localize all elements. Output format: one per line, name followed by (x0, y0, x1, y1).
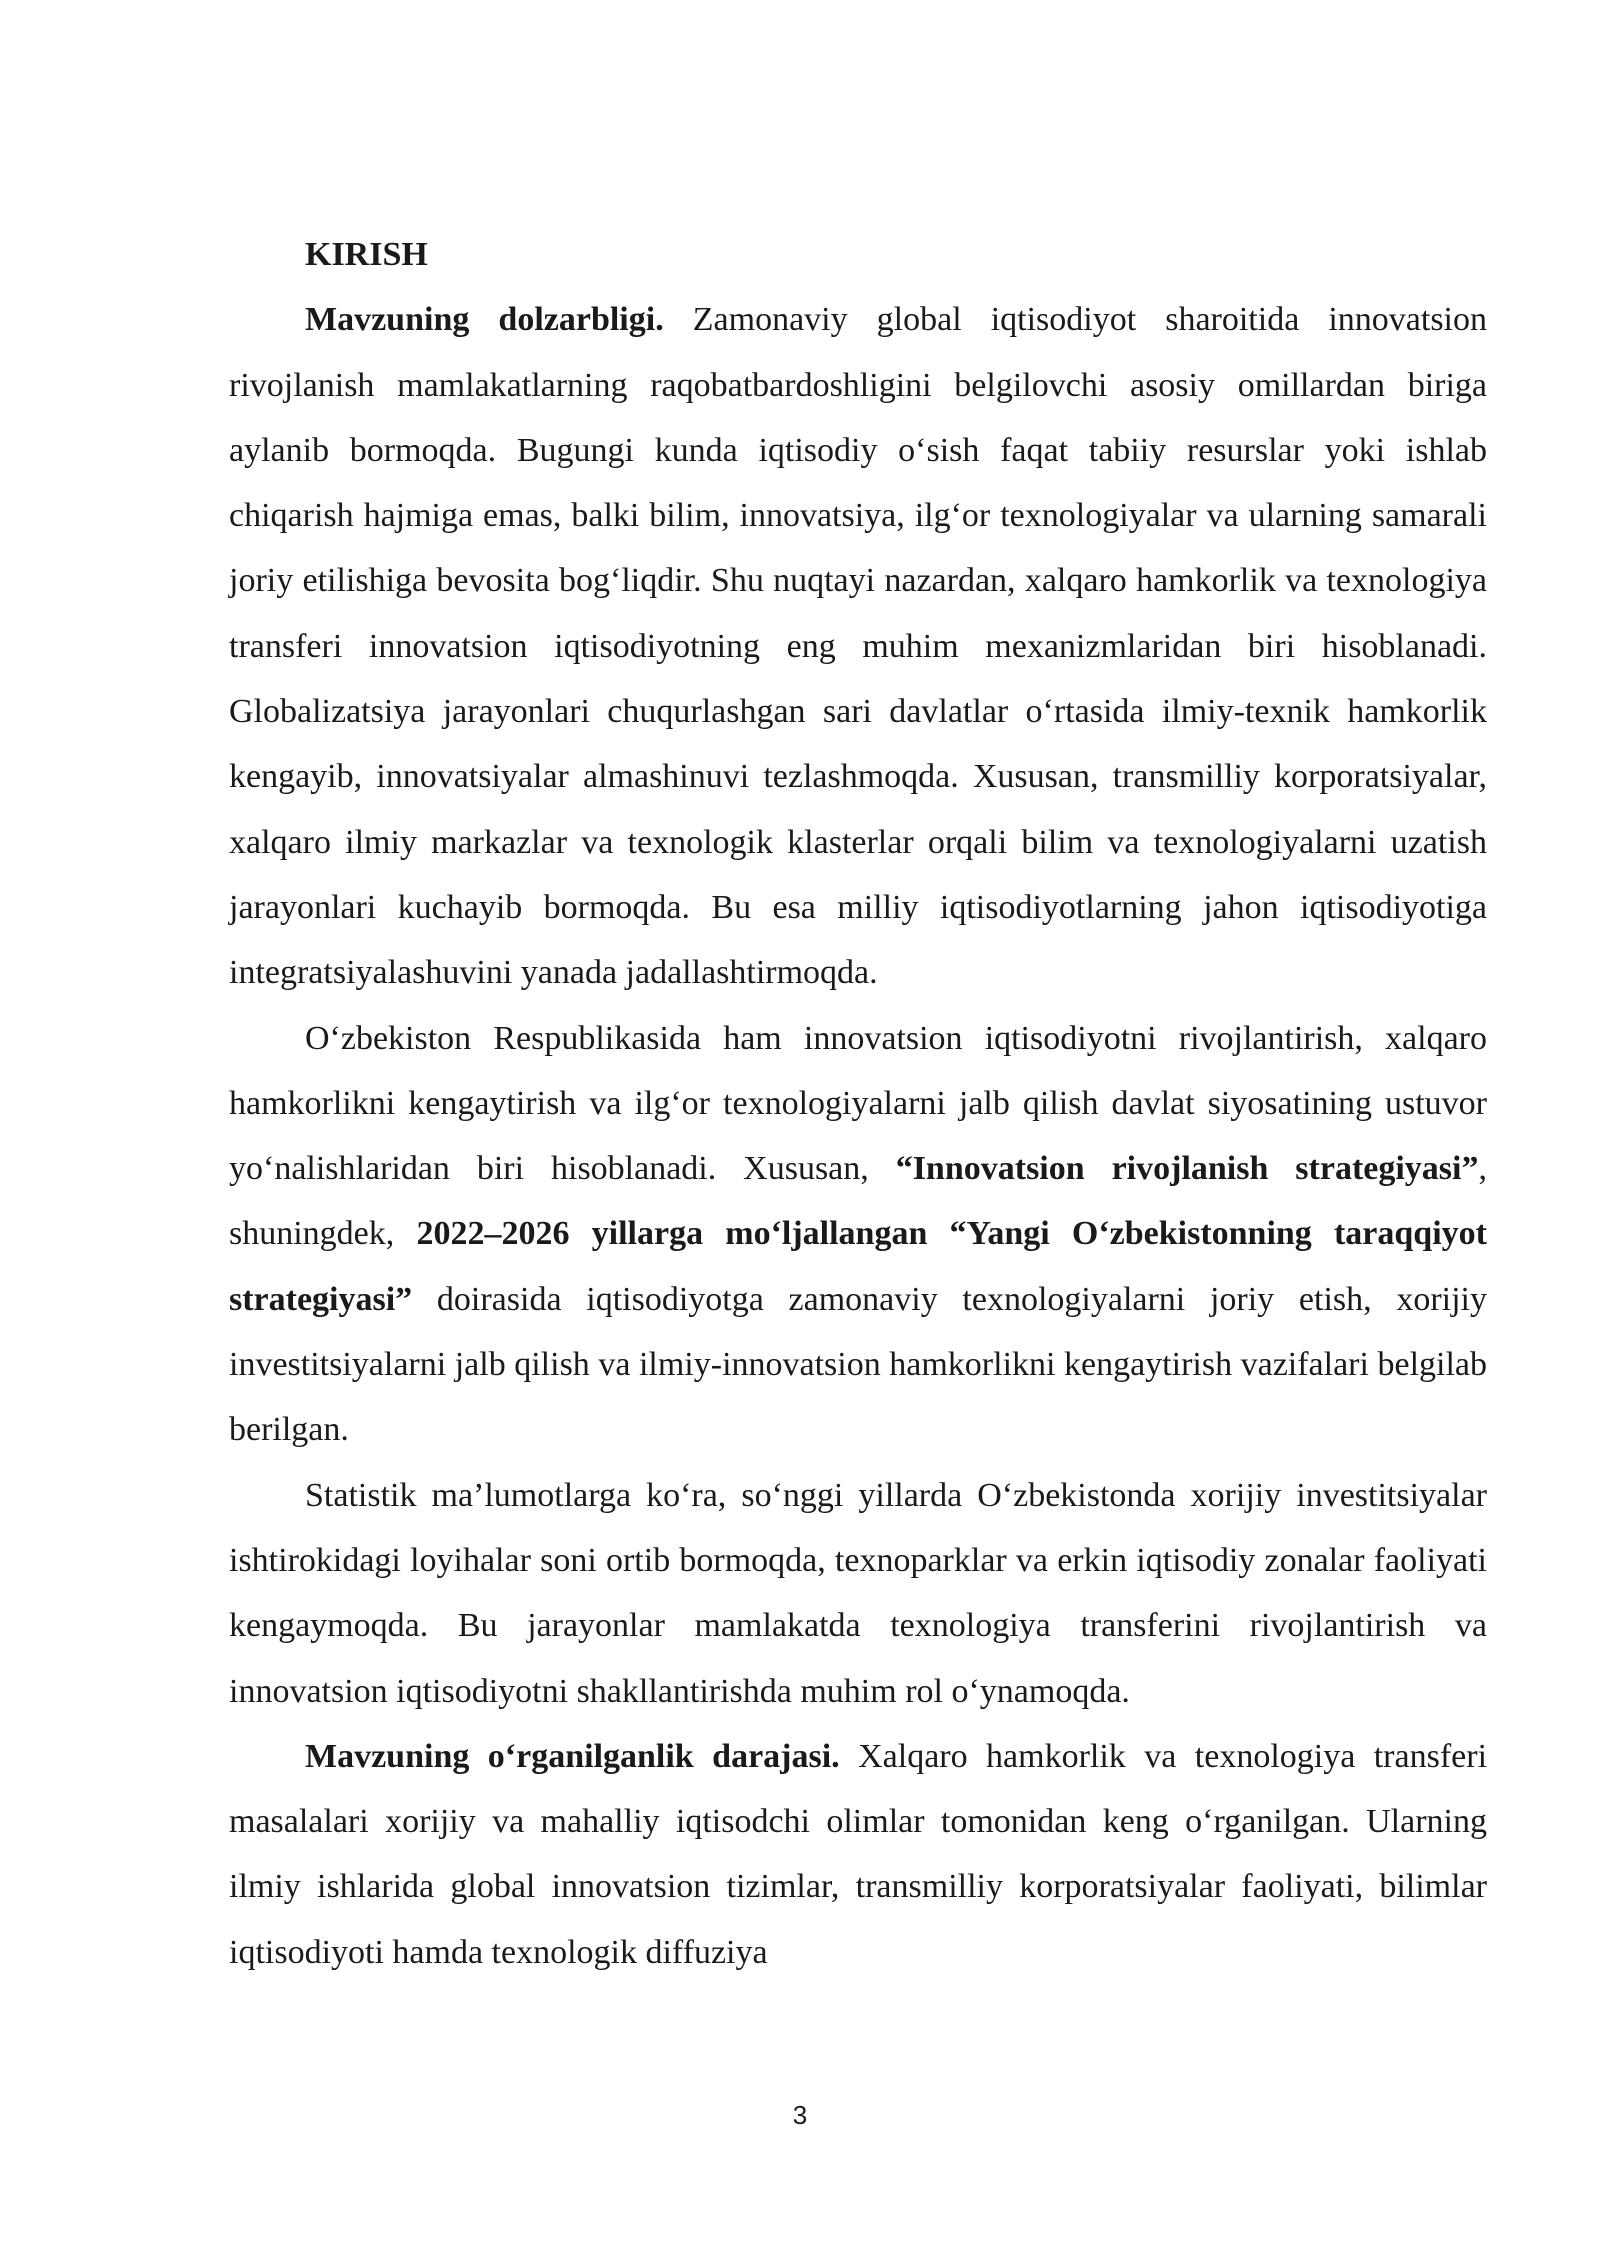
strategy-title-bold: “Innovatsion rivojlanish strategiyasi” (895, 1150, 1479, 1188)
strategy-title-bold: 2022–2026 yillarga mo‘ljallangan “Yangi O‘zbekistonning taraqqiyot strategiyasi” (229, 1215, 1487, 1318)
paragraph-uzbekistan-policy (229, 1006, 1487, 1463)
paragraph-relevance (229, 287, 1487, 1005)
section-heading: KIRISH (305, 236, 428, 273)
paragraph-lead-bold: Mavzuning o‘rganilganlik darajasi. (305, 1737, 840, 1775)
paragraph-lead-bold: Mavzuning dolzarbligi. (305, 301, 664, 339)
document-body (229, 222, 1487, 1985)
paragraph-text: O‘zbekiston Respublikasida ham innovatsion iqtisodiyotni rivojlantirish, xalqaro hamkorlikni kengaytirish va ilg‘or texnologiyalarni jalb qilish davlat siyosatining ustuvor yo‘nalishlaridan biri hisoblanadi. Xususan, (229, 1019, 1487, 1188)
paragraph-text: doirasida iqtisodiyotga zamonaviy texnologiyalarni joriy etish, xorijiy investitsiyalarni jalb qilish va ilmiy-innovatsion hamkorlikni kengaytirish vazifalari belgilab berilgan. (229, 1280, 1487, 1449)
paragraph-text: , shuningdek, (229, 1150, 1487, 1253)
paragraph-statistics: Statistik ma’lumotlarga ko‘ra, so‘nggi yillarda O‘zbekistonda xorijiy investitsiyalar ishtirokidagi loyihalar soni ortib bormoqda, texnoparklar va erkin iqtisodiy zonalar faoliyati kengaymoqda. Bu jarayonlar mamlakatda texnologiya transferini rivojlantirish va innovatsion iqtisodiyotni shakllantirishda muhim rol o‘ynamoqda. (229, 1476, 1487, 1710)
page-number: 3 (792, 2100, 808, 2130)
paragraph-text: Xalqaro hamkorlik va texnologiya transferi masalalari xorijiy va mahalliy iqtisodchi olimlar tomonidan keng o‘rganilgan. Ularning ilmiy ishlarida global innovatsion tizimlar, transmilliy korporatsiyalar faoliyati, bilimlar iqtisodiyoti hamda texnologik diffuziya (229, 1737, 1488, 1971)
paragraph-text: Zamonaviy global iqtisodiyot sharoitida innovatsion rivojlanish mamlakatlarning raqobatbardoshligini belgilovchi asosiy omillardan biriga aylanib bormoqda. Bugungi kunda iqtisodiy o‘sish faqat tabiiy resurslar yoki ishlab chiqarish hajmiga emas, balki bilim, innovatsiya, ilg‘or texnologiyalar va ularning samarali joriy etilishiga bevosita bog‘liqdir. Shu nuqtayi nazardan, xalqaro hamkorlik va texnologiya transferi innovatsion iqtisodiyotning eng muhim mexanizmlaridan biri hisoblanadi. Globalizatsiya jarayonlari chuqurlashgan sari davlatlar o‘rtasida ilmiy-texnik hamkorlik kengayib, innovatsiyalar almashinuvi tezlashmoqda. Xususan, transmilliy korporatsiyalar, xalqaro ilmiy markazlar va texnologik klasterlar orqali bilim va texnologiyalarni uzatish jarayonlari kuchayib bormoqda. Bu esa milliy iqtisodiyotlarning jahon iqtisodiyotiga integratsiyalashuvini yanada jadallashtirmoqda. (229, 301, 1488, 992)
paragraph-research-level (229, 1724, 1487, 1985)
